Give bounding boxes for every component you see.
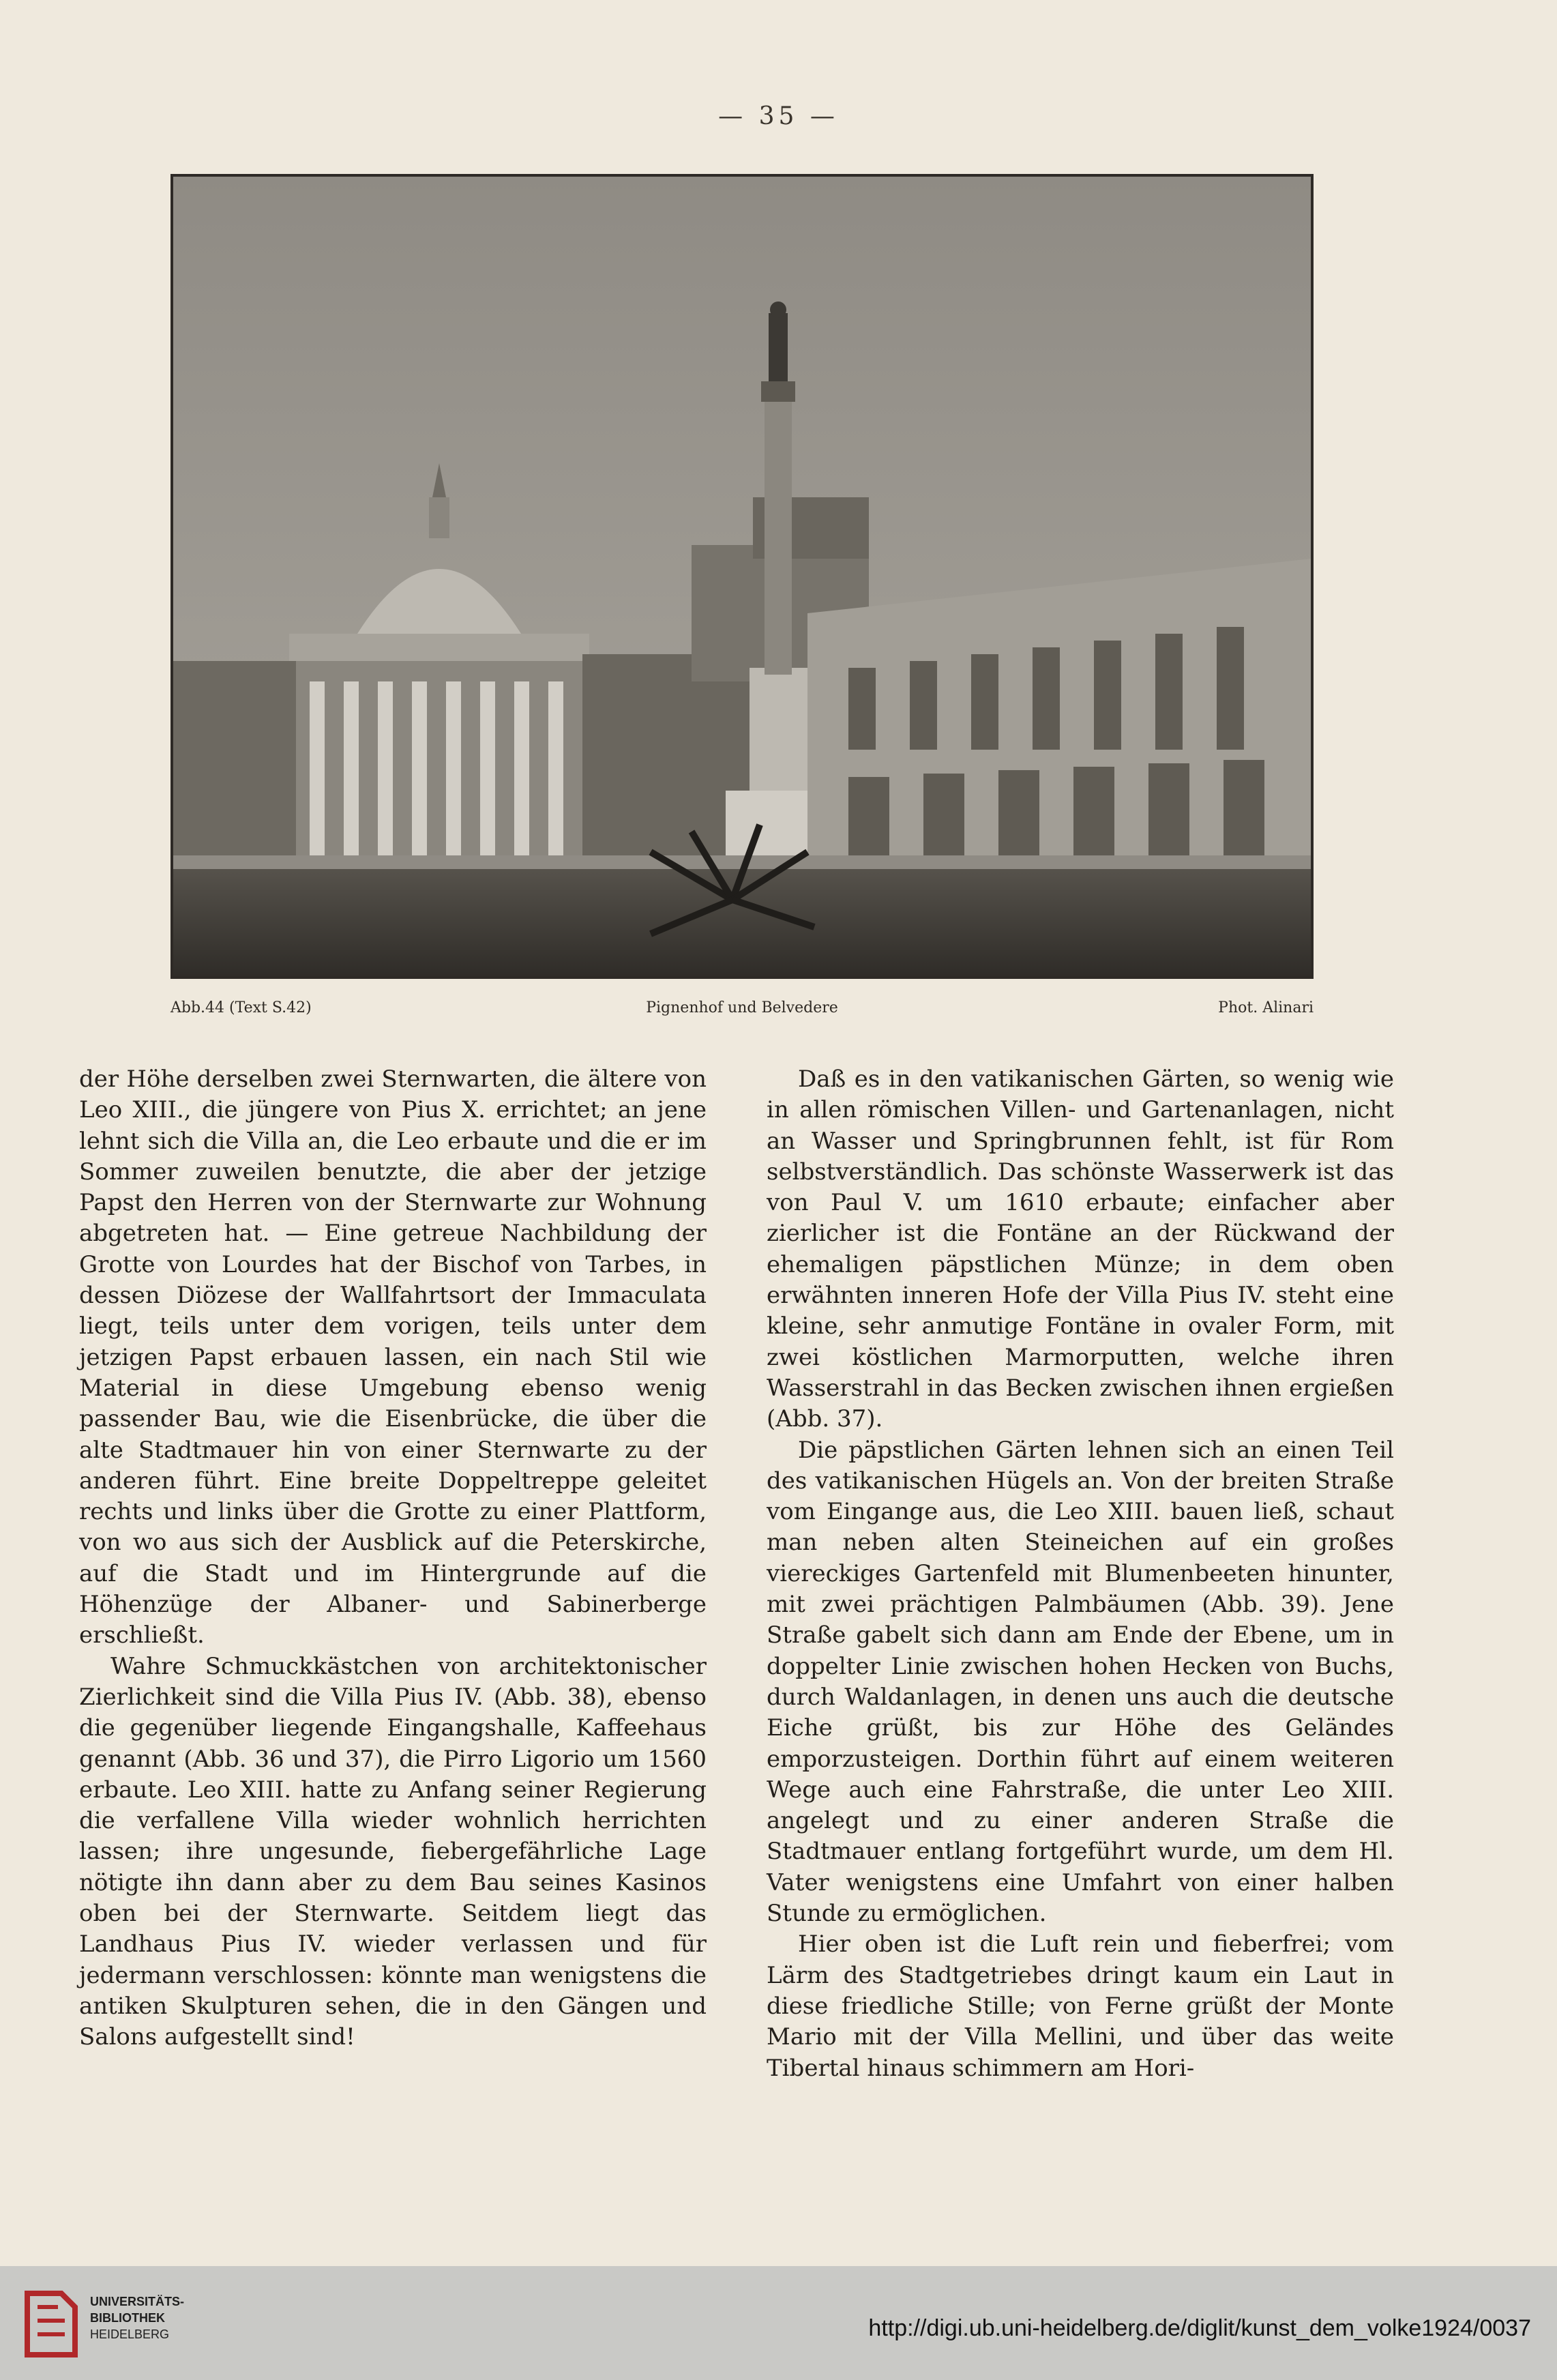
source-url[interactable]: http://digi.ub.uni-heidelberg.de/diglit/kunst_dem_volke1924/0037 [868,2315,1531,2341]
paragraph: der Höhe derselben zwei Sternwarten, die ältere von Leo XIII., die jüngere von Pius X. errichtet; an jene lehnt sich die Villa an, die Leo erbaute und die er im Sommer zuweilen benutzte, die aber der jetzige Papst den Herren von der Sternwarte zur Wohnung abgetreten hat. — Eine getreue Nachbildung der Grotte von Lourdes hat der Bischof von Tarbes, in dessen Diözese der Wallfahrtsort der Immaculata liegt, teils unter dem vorigen, teils unter dem jetzigen Papst erbauen lassen, ein nach Stil wie Material in diese Umgebung ebenso wenig passender Bau, wie die Eisenbrücke, die über die alte Stadtmauer hin von einer Sternwarte zu der anderen führt. Eine breite Doppeltreppe geleitet rechts und links über die Grotte zu einer Plattform, von wo aus sich der Ausblick auf die Peterskirche, auf die Stadt und im Hintergrunde auf die Höhenzüge der Albaner- und Sabinerberge erschließt. [79,1066,707,1649]
paragraph: Hier oben ist die Luft rein und fieberfrei; vom Lärm des Stadtgetriebes dringt kaum ein Laut in diese friedliche Stille; von Ferne grüßt der Monte Mario mit der Villa Mellini, und über das weite Tibertal hinaus schimmern am Hori- [767,1930,1394,2082]
footer-bar [0,2266,1557,2380]
library-name: UNIVERSITÄTS- BIBLIOTHEK HEIDELBERG [90,2295,185,2341]
figure-number: Abb.44 (Text S.42) [170,999,312,1016]
figure-title: Pignenhof und Belvedere [646,999,838,1016]
text-column-right [767,1064,1394,2084]
photo-credit: Phot. Alinari [1218,999,1314,1016]
paragraph: Wahre Schmuckkästchen von architektonischer Zierlichkeit sind die Villa Pius IV. (Abb. 38), ebenso die gegenüber liegende Eingangshalle, Kaffeehaus genannt (Abb. 36 und 37), die Pirro Ligorio um 1560 erbaute. Leo XIII. hatte zu Anfang seiner Regierung die verfallene Villa wieder wohnlich herrichten lassen; ihre ungesunde, fiebergefährliche Lage nötigte ihn dann aber zu dem Bau seines Kasinos oben bei der Sternwarte. Seitdem liegt das Landhaus Pius IV. wieder verlassen und für jedermann verschlossen: könnte man wenigstens die antiken Skulpturen sehen, die in den Gängen und Salons aufgestellt sind! [79,1652,707,2051]
paragraph: Die päpstlichen Gärten lehnen sich an einen Teil des vatikanischen Hügels an. Von der breiten Straße vom Eingange aus, die Leo XIII. bauen ließ, schaut man neben alten Steineichen auf ein großes viereckiges Gartenfeld mit Blumenbeeten hinunter, mit zwei prächtigen Palmbäumen (Abb. 39). Jene Straße gabelt sich dann am Ende der Ebene, um in doppelter Linie zwischen hohen Hecken von Buchs, durch Waldanlagen, in denen uns auch die deutsche Eiche grüßt, bis zur Höhe des Geländes emporzusteigen. Dorthin führt auf einem weiteren Wege auch eine Fahrstraße, die unter Leo XIII. angelegt und zu einer anderen Straße die Stadtmauer entlang fortgeführt wurde, um dem Hl. Vater wenigstens eine Umfahrt von einer halben Stunde zu ermöglichen. [767,1436,1394,1928]
photo-pignenhof-belvedere [170,174,1314,979]
paragraph: Daß es in den vatikanischen Gärten, so wenig wie in allen römischen Villen- und Gartenanlagen, nicht an Wasser und Springbrunnen fehlt, ist für Rom selbstverständlich. Das schönste Wasserwerk ist das von Paul V. um 1610 erbaute; einfacher aber zierlicher ist die Fontäne an der Rückwand der ehemaligen päpstlichen Münze; in dem oben erwähnten inneren Hofe der Villa Pius IV. steht eine kleine, sehr anmutige Fontäne in ovaler Form, mit zwei köstlichen Marmorputten, welche ihren Wasserstrahl in das Becken zwischen ihnen ergießen (Abb. 37). [767,1066,1394,1433]
library-logo-icon [20,2287,82,2362]
page-number: — 35 — [718,102,839,130]
photo-illustration [173,177,1311,976]
figure-caption [170,999,1314,1027]
text-column-left [79,1064,707,2053]
